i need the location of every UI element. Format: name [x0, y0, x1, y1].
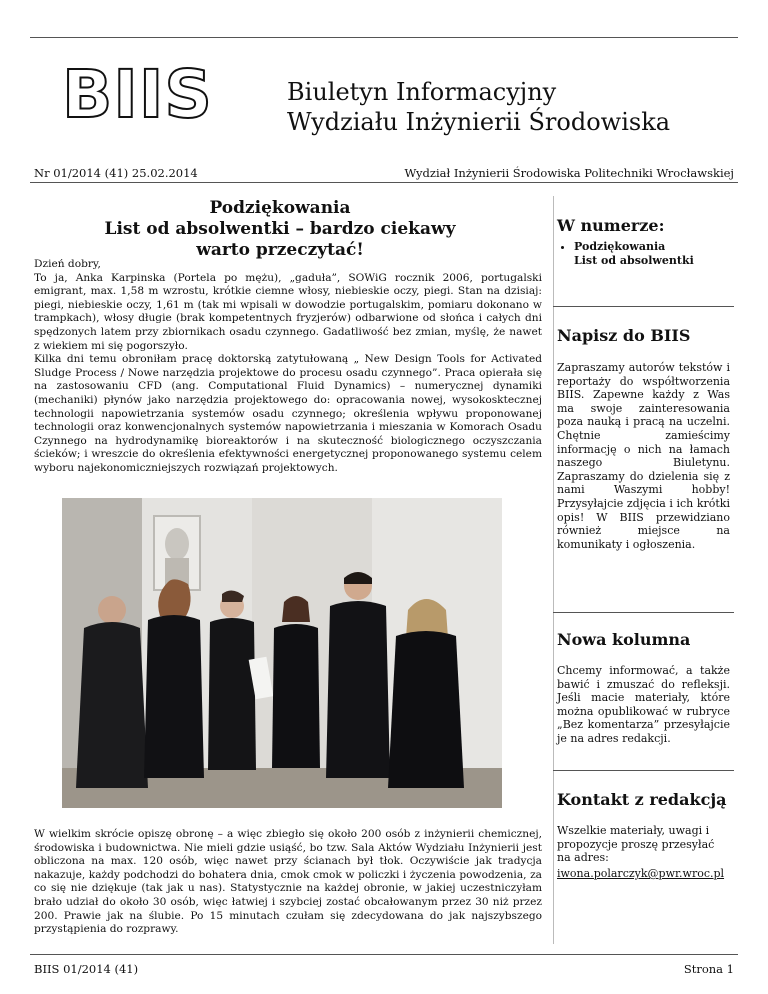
article-paragraph: Dzień dobry,: [34, 258, 101, 270]
photo-illustration: [62, 498, 502, 808]
contact-text: Wszelkie materiały, uwagi i propozycje proszę przesyłać na adres:: [557, 824, 715, 865]
faculty-name: Wydział Inżynierii Środowiska Politechniki Wrocławskiej: [404, 166, 734, 180]
sidebar-rule: [553, 770, 734, 771]
sidebar-rule: [553, 612, 734, 613]
column-text: Chcemy informować, a także bawić i zmuszać do refleksji. Jeśli macie materiały, które można opublikować w rubryce „Bez komentarza” przesyłajcie je na adres redakcji.: [557, 664, 730, 745]
header-rule: [30, 182, 738, 183]
issue-number: Nr 01/2014 (41) 25.02.2014: [34, 166, 198, 180]
article-paragraph: To ja, Anka Karpinska (Portela po mężu), „gaduła”, SOWiG rocznik 2006, portugalski emigrant, max. 1,58 m wzrostu, krótkie ciemne włosy, niebieskie oczy, piegi. Stan na dzisiaj: piegi, niebieskie oczy, 1,61 m (tak mi wpisali w dowodzie portugalskim, pomiaru dokonano w trampkach), włosy długie (brak kompetentnych fryzjerów) odbarwione od słońca i całych dni spędzonych latem przy zbiornikach osadu czynnego. Gadatliwość bez zmian, myślę, że nawet z wiekiem mi się pogorszyło.: [34, 271, 542, 352]
contact-heading: Kontakt z redakcją: [557, 790, 727, 809]
toc-item[interactable]: [574, 240, 749, 268]
footer-issue: BIIS 01/2014 (41): [34, 962, 139, 976]
bulletin-title-line2: Wydziału Inżynierii Środowiska: [287, 108, 671, 136]
column-heading: Nowa kolumna: [557, 630, 691, 649]
biis-logo: BIIS: [62, 56, 213, 133]
footer-rule: [30, 954, 738, 955]
page-number: Strona 1: [683, 962, 734, 976]
toc-list: [557, 240, 749, 268]
toc-heading: W numerze:: [557, 216, 665, 235]
bulletin-title-line1: Biuletyn Informacyjny: [287, 78, 557, 106]
article-paragraph: W wielkim skrócie opiszę obronę – a więc zbiegło się około 200 osób z inżynierii chemicznej, środowiska i budownictwa. Nie mieli gdzie usiąść, bo tzw. Sala Aktów Wydziału Inżynierii jest obliczona na max. 120 osób, więc nawet przy ścianach był tłok. Oczywiście jak tradycja nakazuje, każdy podchodzi do bohatera dnia, cmok cmok w policzki i życzenia powodzenia, za co się nie dziękuje (tak jak u nas). Statystycznie na każdej obronie, w jakiej uczestniczyłam brało udział do około 30 osób, więc łatwiej i szybciej zostać obcałowanym przez 30 niż przez 200. Prawie jak na ślubie. Po 15 minutach czułam się zdecydowana do jak najszybszego przystąpienia do rozprawy.: [34, 828, 542, 936]
article-title-line1: Podziękowania: [209, 198, 351, 218]
column-divider: [553, 196, 554, 944]
top-rule: [30, 37, 738, 38]
write-heading: Napisz do BIIS: [557, 326, 691, 345]
write-text: Zapraszamy autorów tekstów i reportaży do współtworzenia BIIS. Zapewne każdy z Was ma swoje zainteresowania poza nauką i pracą na uczelni. Chętnie zamieścimy informację o nich na łamach naszego Biuletynu. Zapraszamy do dzielenia się z nami Waszymi hobby! Przysyłajcie zdjęcia i ich krótki opis! W BIIS przewidziano również miejsce na komunikaty i ogłoszenia.: [557, 361, 730, 551]
contact-email-link[interactable]: iwona.polarczyk@pwr.wroc.pl: [557, 867, 725, 880]
article-body-top: [34, 258, 542, 476]
defense-group-photo: [62, 498, 502, 808]
toc-item-line1: Podziękowania: [574, 240, 666, 253]
toc-item-line2: List od absolwentki: [574, 254, 694, 267]
sidebar-rule: [553, 306, 734, 307]
article-paragraph: Kilka dni temu obroniłam pracę doktorską zatytułowaną „ New Design Tools for Activated Sludge Process / Nowe narzędzia projektowe do procesu osadu czynnego”. Praca opierała się na zastosowaniu CFD (ang. Computational Fluid Dynamics) – numerycznej dynamiki (mechaniki) płynów jako narzędzia projektowego do: opracowania nowej, wysokosktecznej technologii napowietrzania systemów osadu czynnego; określenia wpływu proponowanej technologii oraz konwencjonalnych systemów napowietrzania i mieszania w Komorach Osadu Czynnego na hydrodynamikę bioreaktorów i na skuteczność biologicznego oczyszczania ścieków; i wreszcie do określenia efektywności energetycznej proponowanego systemu celem wyboru najekonomiczniejszych rozwiązań projektowych.: [34, 353, 542, 474]
article-title-line3: warto przeczytać!: [196, 240, 364, 260]
article-title: [30, 198, 530, 261]
article-title-line2: List od absolwentki – bardzo ciekawy: [104, 219, 456, 239]
article-body-bottom: [34, 828, 542, 937]
